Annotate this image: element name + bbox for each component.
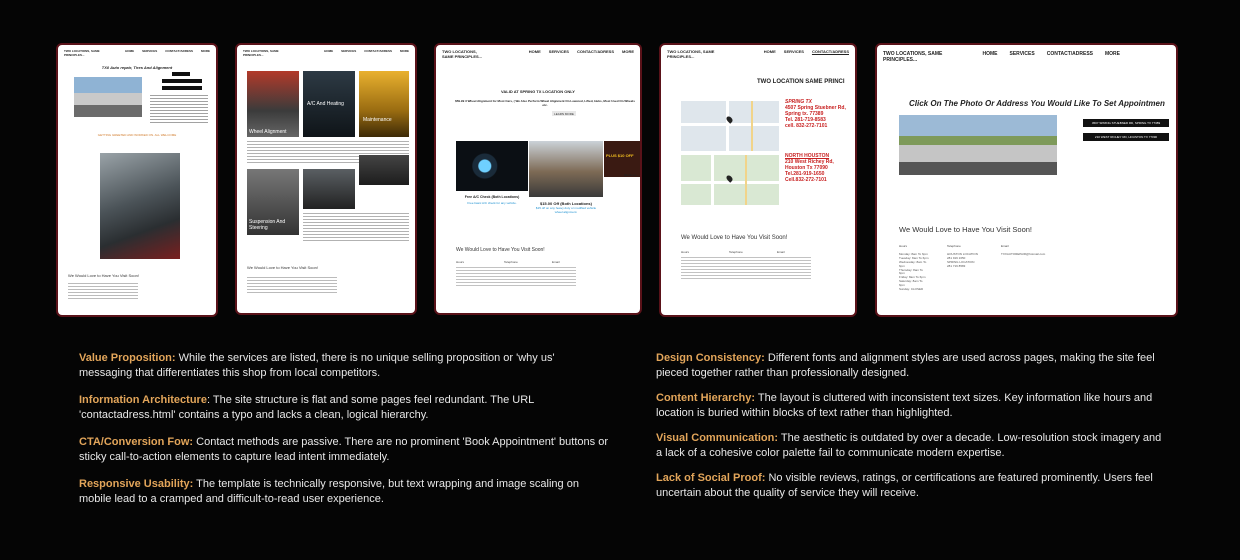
visit-heading: We Would Love to Have You Visit Soon!	[247, 265, 318, 270]
note-value-proposition: Value Proposition: While the services are listed, there is no unique selling proposition or 'why us' messaging that differentiates this shop from local competitors.	[79, 352, 555, 379]
tile-ac-heating[interactable]: A/C And Heating	[303, 71, 355, 137]
truck-coupon-image[interactable]	[529, 141, 603, 197]
alignment-photo	[100, 153, 180, 259]
home-heading: TX0 Auto repair, Tires And Alignment	[101, 65, 173, 70]
note-visual-communication: Visual Communication: The aesthetic is outdated by over a decade. Low-resolution stock imagery and a lack of a cohesive color palette fail to communicate modern expertise.	[656, 432, 1162, 459]
tile-brakes	[359, 155, 409, 185]
site-nav	[877, 45, 1176, 69]
home-link[interactable]: GETTING GREETED AND WORKED ON. ALL WELCOME	[97, 133, 177, 137]
phone-list: HOUSTON LOCATION 281 919 1650 SPRING LOCATION 281 719 8583	[947, 252, 978, 268]
site-nav	[237, 45, 415, 61]
nav-contact[interactable]: CONTACT/ADRESS	[364, 49, 392, 53]
nav-services[interactable]: SERVICES	[1009, 51, 1035, 57]
map-spring[interactable]	[681, 101, 779, 151]
site-logo: TWO LOCATIONS, SAME PRINCIPLES...	[64, 49, 100, 57]
visit-heading: We Would Love to Have You Visit Soon!	[68, 273, 139, 278]
screenshot-contact-page	[659, 43, 857, 317]
nav-services[interactable]: SERVICES	[341, 49, 357, 53]
footer-text	[681, 257, 811, 279]
footer-text	[247, 277, 337, 295]
site-nav	[661, 45, 855, 63]
note-social-proof: Lack of Social Proof: No visible reviews, ratings, or certifications are featured prominently. Users feel uncertain about the quality of service they will receive.	[656, 472, 1153, 499]
nav-services[interactable]: SERVICES	[142, 49, 158, 53]
home-body-text	[150, 95, 208, 123]
screenshot-services-page	[235, 43, 417, 315]
shop-photo	[74, 77, 142, 117]
nav-contact[interactable]: CONTACT/ADRESS	[576, 49, 614, 54]
footer-columns: Hours Telephone Email	[456, 260, 560, 264]
spring-appointment-button[interactable]: 4507 SPRING STUEBNER RD, SPRING TX 77389	[1083, 119, 1169, 127]
coupon-3-title: (Both Lo...	[624, 173, 639, 177]
contact-heading: TWO LOCATION SAME PRINCI	[757, 79, 845, 85]
screenshot-coupons-page	[434, 43, 642, 315]
site-nav	[58, 45, 216, 61]
nav-more[interactable]: MORE	[1105, 51, 1120, 57]
nav-home[interactable]: HOME	[982, 51, 998, 57]
coupon-1-title: Free A/C Check (Both Locations)	[464, 195, 520, 199]
location-button-3[interactable]	[162, 86, 202, 90]
email-link[interactable]: TXXAUTOREPAIR@hotmail.com	[1001, 252, 1046, 256]
screenshot-appointment-page	[875, 43, 1178, 317]
note-information-architecture: Information Architecture: The site structure is flat and some pages feel redundant. The URL 'contactadress.html' contains a typo and lacks a clean, logical hierarchy.	[79, 394, 534, 421]
note-content-hierarchy: Content Hierarchy: The layout is cluttered with inconsistent text sizes. Key information like hours and location is buried within blocks of text rather than highlighted.	[656, 392, 1153, 419]
valid-note: VALID AT SPRING TX LOCATION ONLY	[501, 89, 575, 94]
note-cta-conversion: CTA/Conversion Fow: Contact methods are passive. There are no prominent 'Book Appointment' buttons or sticky call-to-action elements to capture lead intent immediately.	[79, 436, 608, 463]
tile-wheel-alignment[interactable]: Wheel Alignment	[247, 71, 299, 137]
map-north-houston[interactable]	[681, 155, 779, 205]
tile-engine	[303, 169, 355, 209]
alignment-offer: $59.99 3 Wheel Alignment for Most Cars, ( We Also Perform Wheel Alignment On Lowered, Lifted, Hubs, Most Used On Wheels etc.	[455, 99, 635, 108]
nav-home[interactable]: HOME	[528, 49, 541, 54]
note-responsive-usability: Responsive Usability: The template is technically responsive, but text wrapping and image scaling on mobile lead to a cramped and difficult-to-read user experience.	[79, 478, 579, 505]
learn-more-button[interactable]: LEARN MORE	[552, 111, 576, 116]
critique-right-column	[656, 351, 1166, 513]
appointment-heading: Click On The Photo Or Address You Would Like To Set Appointmen	[909, 99, 1165, 108]
nav-home[interactable]: HOME	[125, 49, 135, 53]
site-logo: TWO LOCATIONS, SAME PRINCIPLES...	[442, 49, 483, 59]
hours-list: Monday: 8am To 6pm Tuesday: 8am To 6pm Wednesday: 8am To 6pm Thursday: 8am To 6pm Friday: 8am To 6pm Saturday: 8am To 6pm Sunday: CLOSED	[899, 252, 929, 292]
location-button-2[interactable]	[162, 79, 202, 83]
footer-text	[456, 267, 576, 287]
services-text-2	[303, 213, 409, 243]
site-logo: TWO LOCATIONS, SAME PRINCIPLES...	[667, 49, 715, 59]
nav-services[interactable]: SERVICES	[548, 49, 569, 54]
site-nav	[436, 45, 640, 63]
location-button-1[interactable]	[172, 72, 190, 76]
critique-left-column	[79, 351, 609, 519]
coupon-2-title: $15.00 Off (Both Locations)	[539, 201, 592, 206]
visit-heading: We Would Love to Have You Visit Soon!	[456, 247, 545, 253]
coupon-2-sub: $15 off on any heavy duty or modified vehicle wheel alignment.	[535, 206, 597, 214]
site-logo: TWO LOCATIONS, SAME PRINCIPLES...	[243, 49, 279, 57]
nav-home[interactable]: HOME	[324, 49, 334, 53]
nav-more[interactable]: MORE	[622, 49, 634, 54]
houston-appointment-button[interactable]: 210 WEST RICHEY RD, HOUSTON TX 77090	[1083, 133, 1169, 141]
nav-contact[interactable]: CONTACT/ADRESS	[811, 49, 849, 54]
footer-details	[899, 253, 1045, 292]
nav-contact[interactable]: CONTACT/ADRESS	[1046, 51, 1093, 57]
nav-services[interactable]: SERVICES	[783, 49, 804, 54]
tile-suspension[interactable]: Suspension And Steering	[247, 169, 299, 235]
visit-heading: We Would Love to Have You Visit Soon!	[899, 225, 1033, 234]
location-2-title: NORTH HOUSTON	[785, 153, 830, 159]
nav-more[interactable]: MORE	[201, 49, 210, 53]
site-logo: TWO LOCATIONS, SAME PRINCIPLES...	[883, 51, 943, 63]
third-coupon-image[interactable]: PLUS $10 OFF	[604, 141, 642, 177]
location-1-address: 4507 Spring Stuebner Rd, Spring tx. 77389 Tel. 281-719-8583 cell. 832-272-7101	[785, 105, 846, 129]
footer-columns: Hours Telephone Email	[681, 250, 785, 254]
visit-heading: We Would Love to Have You Visit Soon!	[681, 235, 788, 241]
coupon-1-sub: Free basic A/C check for any vehicle.	[467, 201, 517, 205]
note-design-consistency: Design Consistency: Different fonts and alignment styles are used across pages, making the site feel pieced together rather than professionally designed.	[656, 352, 1155, 379]
screenshot-home-page	[56, 43, 218, 317]
ac-coupon-image[interactable]	[456, 141, 528, 191]
location-2-address: 210 West Richey Rd, Houston Tx 77090 Tel.281-919-1650 Cell.832-272-7101	[785, 159, 834, 183]
nav-more[interactable]: MORE	[400, 49, 409, 53]
nav-contact[interactable]: CONTACT/ADRESS	[165, 49, 193, 53]
footer-columns: Hours Telephone Email	[899, 244, 1009, 248]
nav-home[interactable]: HOME	[763, 49, 776, 54]
tile-maintenance[interactable]: Maintenance	[359, 71, 409, 137]
footer-text	[68, 283, 138, 299]
shop-photo[interactable]	[899, 115, 1057, 175]
location-1-title: SPRING TX	[785, 99, 812, 105]
